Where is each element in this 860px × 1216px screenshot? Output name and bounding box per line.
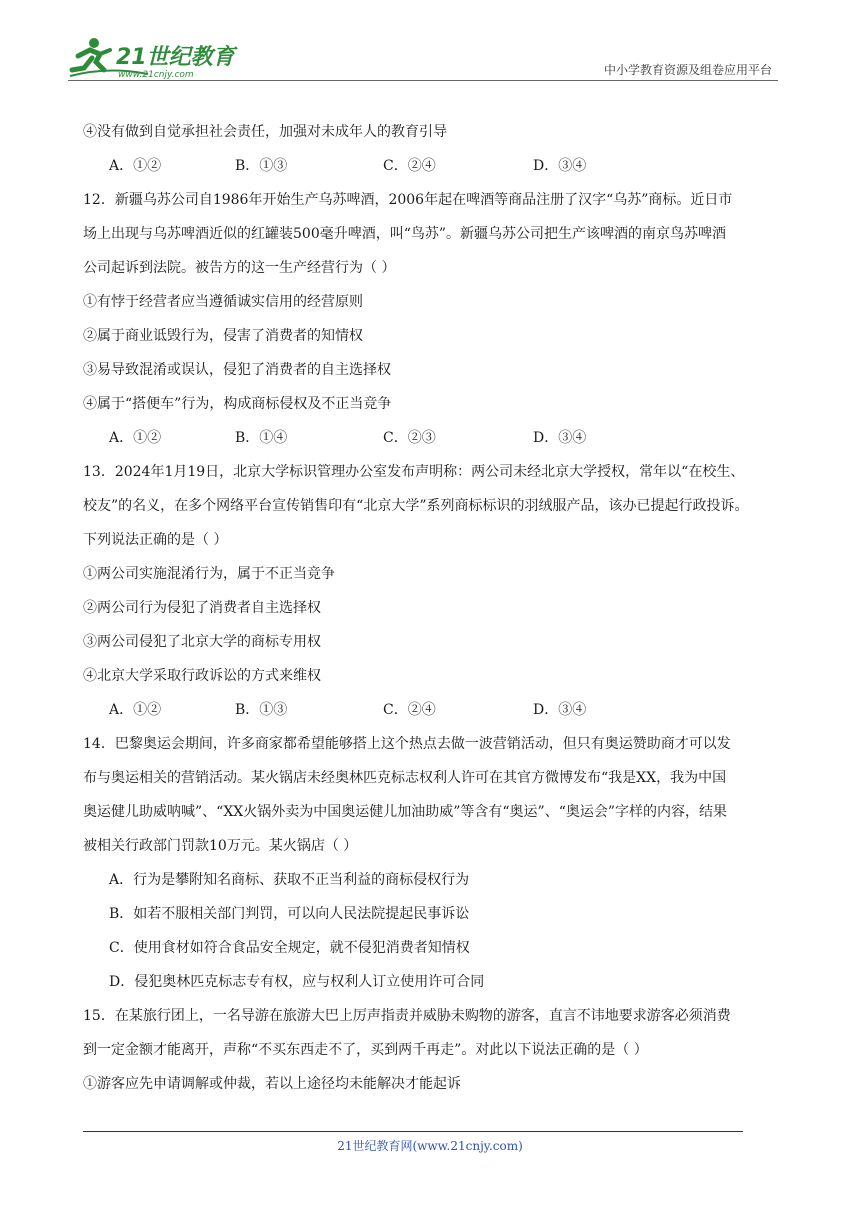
q11-option-d[interactable]: D．③④ — [533, 158, 587, 174]
footer-divider — [83, 1131, 743, 1132]
q12-stem-line: 12．新疆乌苏公司自1986年开始生产乌苏啤酒，2006年起在啤酒等商品注册了汉字“乌苏”商标。近日市 — [83, 192, 733, 208]
q14-stem-line: 14．巴黎奥运会期间，许多商家都希望能够搭上这个热点去做一波营销活动，但只有奥运赞助商才可以发 — [83, 736, 731, 752]
q13-option-b[interactable]: B．①③ — [235, 702, 288, 718]
q13-item: ②两公司行为侵犯了消费者自主选择权 — [83, 600, 321, 616]
q12-stem-line: 公司起诉到法院。被告方的这一生产经营行为（ ） — [83, 260, 396, 276]
header-divider — [68, 80, 778, 81]
q12-item: ①有悖于经营者应当遵循诚实信用的经营原则 — [83, 294, 363, 310]
q11-option-b[interactable]: B．①③ — [235, 158, 288, 174]
q12-item: ④属于“搭便车”行为，构成商标侵权及不正当竞争 — [83, 396, 392, 412]
page-header — [0, 0, 860, 90]
runner-logo-icon — [68, 36, 238, 82]
logo-subtext: www.21cnjy.com — [118, 70, 194, 80]
q12-stem-line: 场上出现与乌苏啤酒近似的红罐装500毫升啤酒，叫“鸟苏”。新疆乌苏公司把生产该啤酒的南京鸟苏啤酒 — [83, 226, 727, 242]
q14-option-a[interactable]: A．行为是攀附知名商标、获取不正当利益的商标侵权行为 — [109, 872, 470, 888]
q13-item: ③两公司侵犯了北京大学的商标专用权 — [83, 634, 321, 650]
q11-options — [83, 155, 773, 189]
q15-item: ①游客应先申请调解或仲裁，若以上途径均未能解决才能起诉 — [83, 1076, 461, 1092]
site-slogan: 中小学教育资源及组卷应用平台 — [603, 63, 772, 77]
q13-option-a[interactable]: A．①② — [109, 702, 162, 718]
q12-options — [83, 427, 773, 461]
q12-item: ②属于商业诋毁行为，侵害了消费者的知情权 — [83, 328, 363, 344]
q15-stem-line: 到一定金额才能离开，声称“不买东西走不了，买到两千再走”。对此以下说法正确的是（ ） — [83, 1042, 648, 1058]
q13-item: ④北京大学采取行政诉讼的方式来维权 — [83, 668, 321, 684]
q15-stem-line: 15．在某旅行团上，一名导游在旅游大巴上厉声指责并威胁未购物的游客，直言不讳地要求游客必须消费 — [83, 1008, 731, 1024]
q13-options — [83, 699, 773, 733]
q11-option-a[interactable]: A．①② — [109, 158, 162, 174]
q12-option-d[interactable]: D．③④ — [533, 430, 587, 446]
q13-stem-line: 下列说法正确的是（ ） — [83, 532, 228, 548]
q11-item-4: ④没有做到自觉承担社会责任，加强对未成年人的教育引导 — [83, 124, 447, 140]
q11-option-c[interactable]: C．②④ — [383, 158, 436, 174]
q12-option-c[interactable]: C．②③ — [383, 430, 436, 446]
q12-item: ③易导致混淆或误认，侵犯了消费者的自主选择权 — [83, 362, 391, 378]
q13-stem-line: 13．2024年1月19日，北京大学标识管理办公室发布声明称：两公司未经北京大学授权，常年以“在校生、 — [83, 464, 745, 480]
q13-option-c[interactable]: C．②④ — [383, 702, 436, 718]
q12-option-a[interactable]: A．①② — [109, 430, 162, 446]
q12-option-b[interactable]: B．①④ — [235, 430, 288, 446]
footer-link[interactable]: 21世纪教育网(www.21cnjy.com) — [337, 1139, 523, 1153]
q14-stem-line: 奥运健儿助威呐喊”、“XX火锅外卖为中国奥运健儿加油助威”等含有“奥运”、“奥运会”字样的内容，结果 — [83, 804, 728, 820]
q14-stem-line: 布与奥运相关的营销活动。某火锅店未经奥林匹克标志权利人许可在其官方微博发布“我是XX，我为中国 — [83, 770, 727, 786]
document-body — [83, 121, 773, 1107]
site-logo[interactable] — [68, 36, 238, 82]
q13-item: ①两公司实施混淆行为，属于不正当竞争 — [83, 566, 335, 582]
logo-text: 21世纪教育 — [116, 45, 235, 70]
q14-option-c[interactable]: C．使用食材如符合食品安全规定，就不侵犯消费者知情权 — [109, 940, 470, 956]
q13-stem-line: 校友”的名义，在多个网络平台宣传销售印有“北京大学”系列商标标识的羽绒服产品，该办已提起行政投诉。 — [83, 498, 749, 514]
q13-option-d[interactable]: D．③④ — [533, 702, 587, 718]
q14-stem-line: 被相关行政部门罚款10万元。某火锅店（ ） — [83, 838, 358, 854]
q14-option-d[interactable]: D．侵犯奥林匹克标志专有权，应与权利人订立使用许可合同 — [109, 974, 485, 990]
q14-option-b[interactable]: B．如若不服相关部门判罚，可以向人民法院提起民事诉讼 — [109, 906, 470, 922]
